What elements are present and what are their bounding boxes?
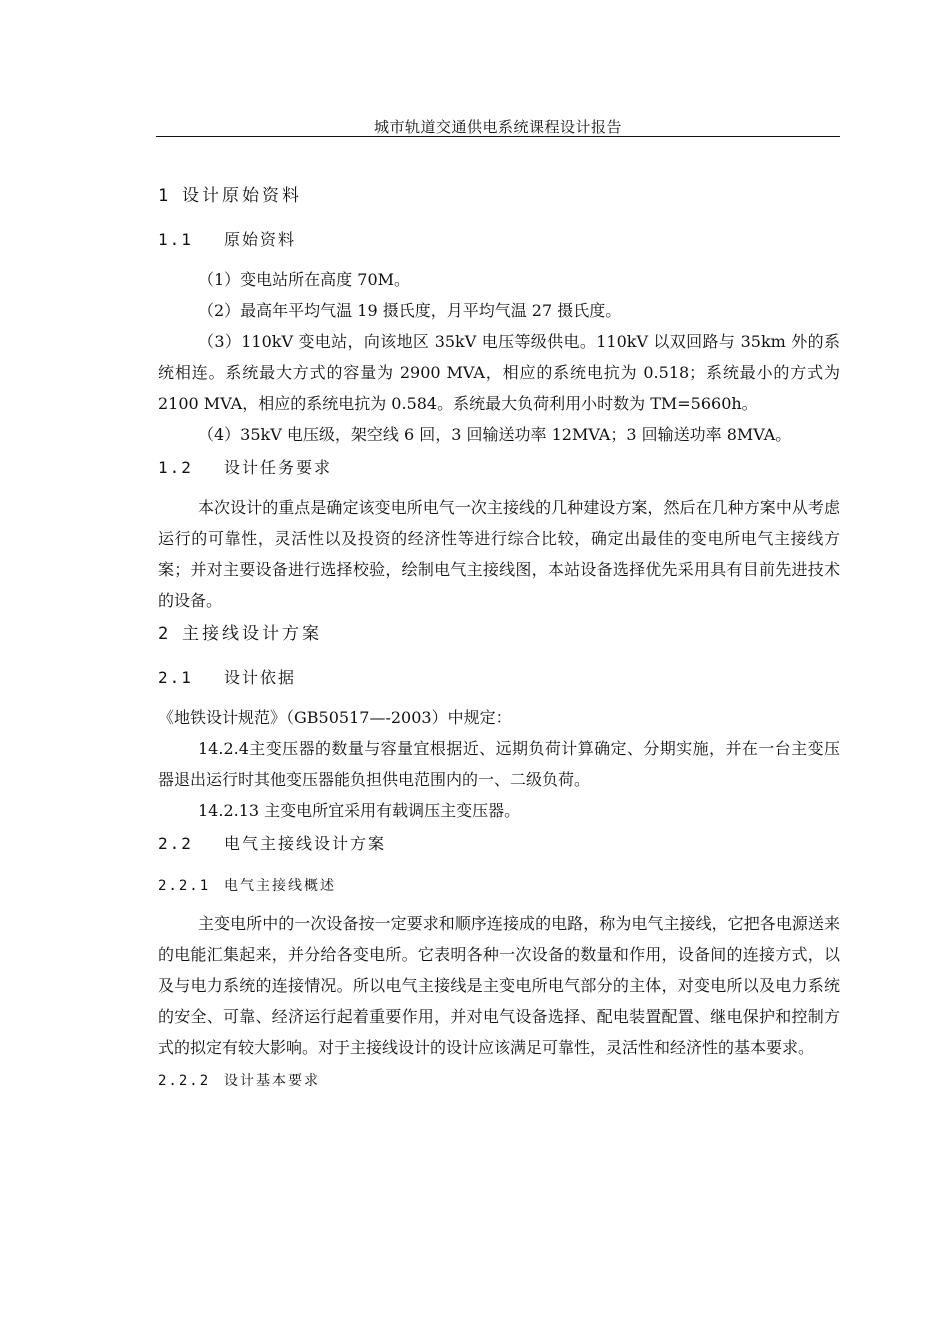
list-item: （1）变电站所在高度 70M。 <box>198 270 411 289</box>
body-paragraph: 主变电所中的一次设备按一定要求和顺序连接成的电路，称为电气主接线，它把各电源送来的电能汇集起来，并分给各变电所。它表明各种一次设备的数量和作用，设备间的连接方式，以及与电力系统的连接情况。所以电气主接线是主变电所电气部分的主体，对变电所以及电力系统的安全、可靠、经济运行起着重要作用，并对电气设备选择、配电装置配置、继电保护和控制方式的拟定有较大影响。对于主接线设计的设计应该满足可靠性，灵活性和经济性的基本要求。 <box>158 914 840 1057</box>
section-number: 2.1 <box>158 668 193 687</box>
running-header: 城市轨道交通供电系统课程设计报告 <box>373 118 622 136</box>
section-number: 1.1 <box>158 230 193 249</box>
section-heading-2-1 <box>158 660 840 702</box>
section-number: 2.2.1 <box>158 878 211 894</box>
section-heading-1-2 <box>158 450 840 492</box>
section-title: 电气主接线设计方案 <box>224 834 387 853</box>
rule-item: 14.2.13 主变电所宜采用有载调压主变压器。 <box>198 801 521 820</box>
body-paragraph: 本次设计的重点是确定该变电所电气一次主接线的几种建设方案，然后在几种方案中从考虑运行的可靠性，灵活性以及投资的经济性等进行综合比较，确定出最佳的变电所电气主接线方案；并对主要设备进行选择校验，绘制电气主接线图，本站设备选择优先采用具有目前先进技术的设备。 <box>158 498 840 610</box>
section-title: 电气主接线概述 <box>224 878 336 894</box>
section-heading-1-1 <box>158 222 840 264</box>
section-number: 1 <box>158 186 172 206</box>
list-item: （3）110kV 变电站，向该地区 35kV 电压等级供电。110kV 以双回路与 35km 外的系统相连。系统最大方式的容量为 2900 MVA，相应的系统电抗为 0.518；系统最小的方式为 2100 MVA，相应的系统电抗为 0.584。系统最大负荷利用小时数为 TM=5660h。 <box>158 332 840 413</box>
document-body <box>158 178 840 1103</box>
section-heading-2 <box>158 616 840 660</box>
citation-line: 《地铁设计规范》（GB50517—-2003）中规定： <box>158 708 512 727</box>
section-title: 设计原始资料 <box>182 186 302 206</box>
header-rule <box>156 136 840 137</box>
section-heading-2-2-1 <box>158 868 840 908</box>
section-title: 设计任务要求 <box>224 458 333 477</box>
section-number: 2.2 <box>158 834 193 853</box>
rule-item: 14.2.4主变压器的数量与容量宜根据近、远期负荷计算确定、分期实施，并在一台主变压器退出运行时其他变压器能负担供电范围内的一、二级负荷。 <box>158 739 840 789</box>
section-title: 主接线设计方案 <box>182 624 322 644</box>
section-title: 原始资料 <box>224 230 297 249</box>
section-number: 2 <box>158 624 172 644</box>
list-item: （2）最高年平均气温 19 摄氏度，月平均气温 27 摄氏度。 <box>198 301 622 320</box>
section-title: 设计基本要求 <box>224 1073 320 1089</box>
section-number: 1.2 <box>158 458 193 477</box>
section-number: 2.2.2 <box>158 1073 211 1089</box>
section-title: 设计依据 <box>224 668 297 687</box>
list-item: （4）35kV 电压级，架空线 6 回，3 回输送功率 12MVA；3 回输送功率 8MVA。 <box>198 425 792 444</box>
section-heading-2-2-2 <box>158 1063 840 1103</box>
section-heading-2-2 <box>158 826 840 868</box>
section-heading-1 <box>158 178 840 222</box>
